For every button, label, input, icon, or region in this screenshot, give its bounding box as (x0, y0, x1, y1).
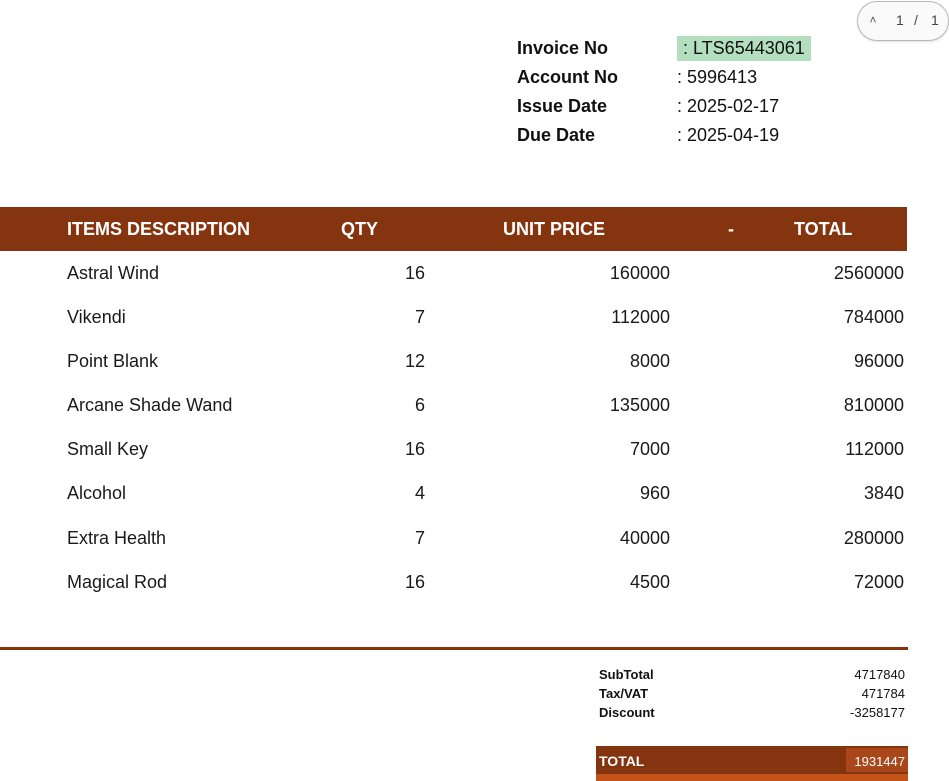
row-description: Alcohol (67, 483, 127, 503)
row-unit-price: 7000 (629, 439, 670, 459)
row-total: 784000 (843, 307, 904, 327)
grand-total-bar-accent (596, 774, 908, 781)
issue-date-label: Issue Date (517, 96, 608, 116)
table-row (0, 560, 907, 604)
subtotal-label: SubTotal (599, 667, 654, 682)
row-unit-price: 8000 (629, 351, 670, 371)
table-row (0, 427, 907, 471)
row-total: 3840 (863, 483, 904, 503)
table-row (0, 383, 907, 427)
row-unit-price: 160000 (609, 263, 670, 283)
row-total: 96000 (853, 351, 904, 371)
due-date-label: Due Date (517, 125, 596, 145)
row-unit-price: 40000 (619, 528, 670, 548)
table-row (0, 339, 907, 383)
table-row (0, 516, 907, 560)
items-table-header (0, 207, 907, 251)
table-divider (0, 647, 908, 650)
row-qty: 7 (414, 307, 425, 327)
header-qty: QTY (341, 219, 379, 239)
row-total: 2560000 (833, 263, 904, 283)
row-qty: 4 (414, 483, 425, 503)
row-qty: 16 (404, 572, 425, 592)
grand-total-bar (596, 746, 908, 774)
row-description: Vikendi (67, 307, 126, 327)
account-no-label: Account No (517, 67, 618, 87)
row-qty: 16 (404, 263, 425, 283)
grand-total-value-box (846, 748, 908, 772)
invoice-no-label: Invoice No (517, 38, 609, 58)
header-unit-price: UNIT PRICE (503, 219, 606, 239)
row-total: 280000 (843, 528, 904, 548)
table-row (0, 295, 907, 339)
row-unit-price: 112000 (611, 307, 670, 327)
grand-total-value: 1931447 (854, 754, 905, 769)
page-separator: / (914, 12, 918, 28)
row-description: Astral Wind (67, 263, 160, 283)
table-row (0, 251, 907, 295)
discount-label: Discount (599, 705, 655, 720)
header-description: ITEMS DESCRIPTION (67, 219, 251, 239)
row-description: Arcane Shade Wand (67, 395, 233, 415)
tax-label: Tax/VAT (599, 686, 649, 701)
invoice-no-value (677, 38, 811, 59)
header-total: TOTAL (794, 219, 853, 239)
row-unit-price: 960 (639, 483, 670, 503)
row-description: Magical Rod (67, 572, 168, 592)
row-total: 72000 (853, 572, 904, 592)
subtotal-value: 4717840 (854, 667, 905, 682)
table-row (0, 471, 907, 515)
page-total: 1 (931, 12, 939, 28)
page-current: 1 (896, 12, 904, 28)
account-no-value: : 5996413 (677, 67, 758, 87)
chevron-up-icon[interactable]: ˄ (869, 13, 877, 27)
row-description: Point Blank (67, 351, 159, 371)
issue-date-value: : 2025-02-17 (677, 96, 780, 116)
row-unit-price: 4500 (629, 572, 670, 592)
due-date-value: : 2025-04-19 (677, 125, 780, 145)
discount-value: -3258177 (850, 705, 905, 720)
row-total: 810000 (843, 395, 904, 415)
tax-value: 471784 (861, 686, 905, 701)
header-dash: - (728, 219, 734, 239)
row-qty: 7 (414, 528, 425, 548)
row-description: Extra Health (67, 528, 167, 548)
row-description: Small Key (67, 439, 149, 459)
row-qty: 12 (404, 351, 425, 371)
page-indicator[interactable] (857, 1, 949, 41)
row-unit-price: 135000 (609, 395, 670, 415)
row-total: 112000 (845, 439, 904, 459)
row-qty: 6 (414, 395, 425, 415)
invoice-no-highlight: : LTS65443061 (677, 36, 811, 61)
grand-total-label: TOTAL (599, 753, 645, 769)
row-qty: 16 (404, 439, 425, 459)
